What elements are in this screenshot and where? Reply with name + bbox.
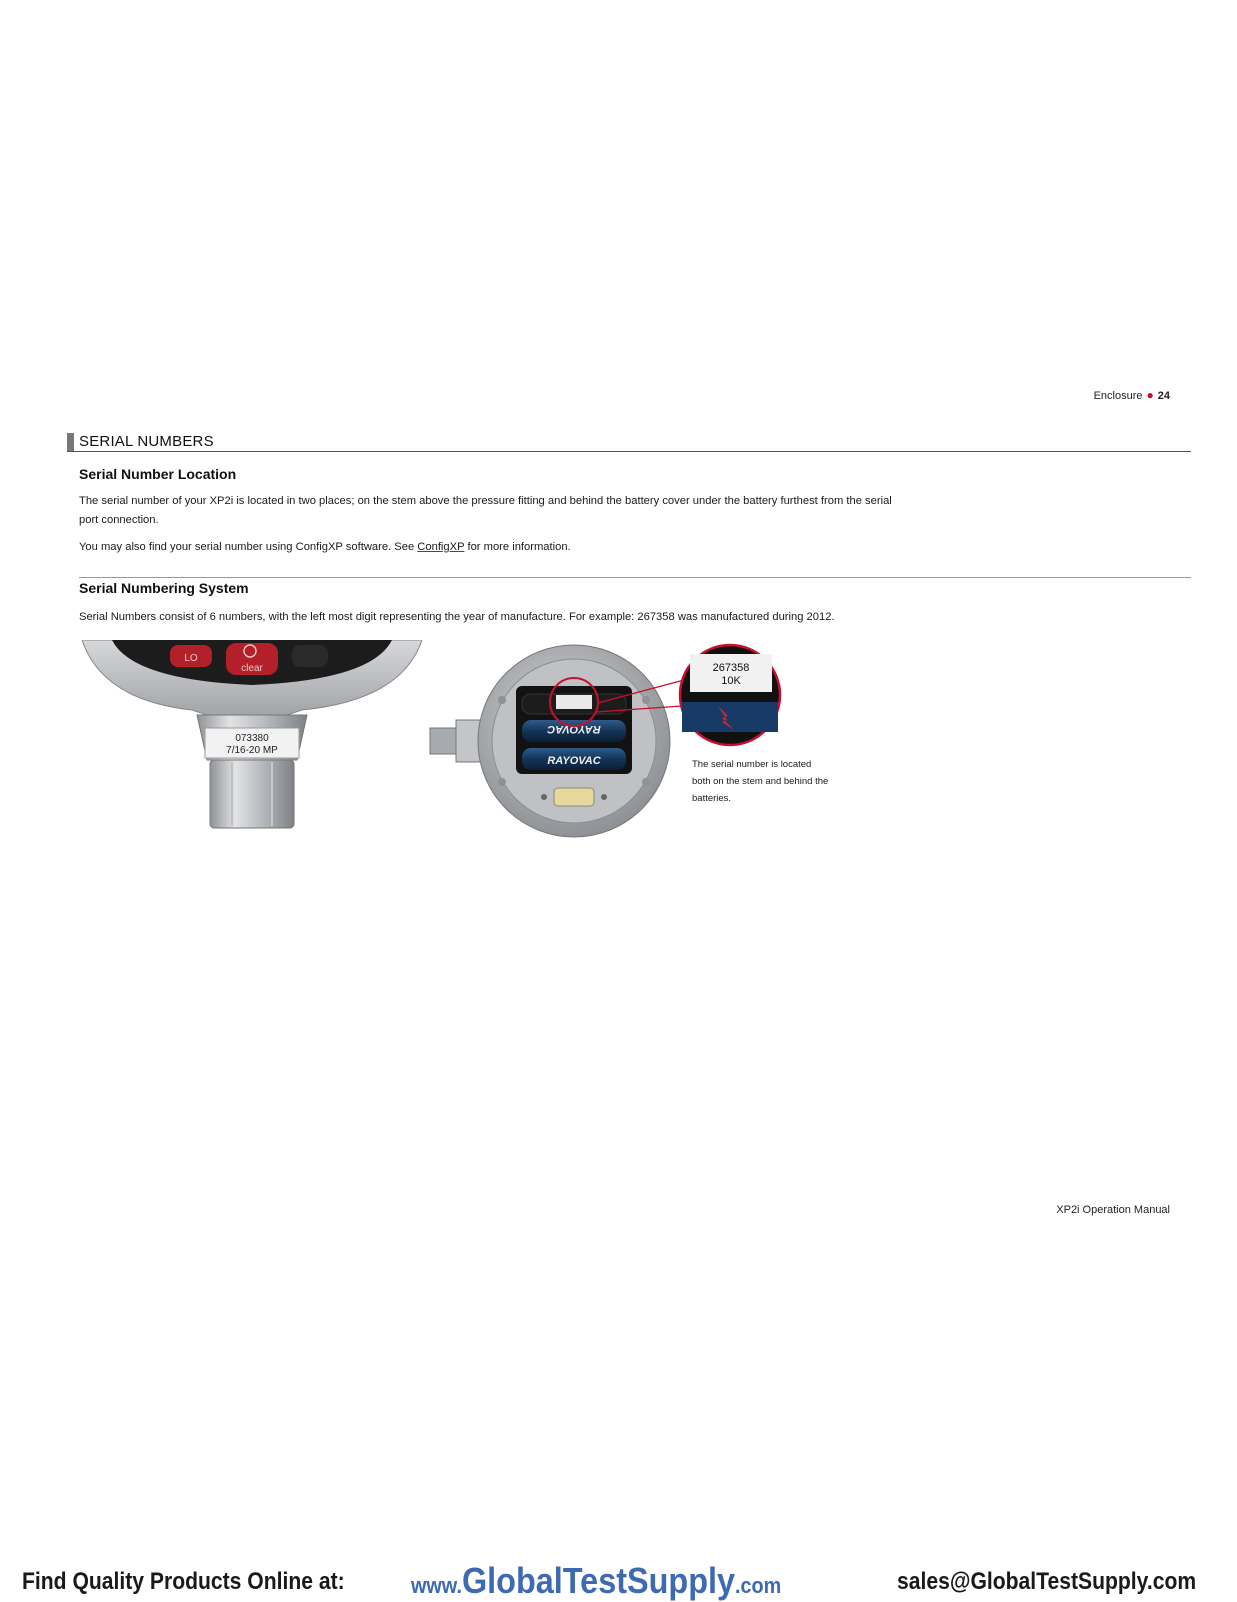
- promo-site: GlobalTestSupply: [461, 1560, 736, 1601]
- promo-banner: [0, 1560, 1237, 1600]
- lo-button-label: LO: [184, 653, 198, 664]
- promo-www: www.: [411, 1573, 462, 1598]
- battery-compartment-photo: [428, 640, 788, 840]
- configxp-text-pre: You may also find your serial number using ConfigXP software. See: [79, 541, 418, 553]
- battery-brand-lower: RAYOVAC: [547, 755, 601, 767]
- heading-serial-location: Serial Number Location: [79, 466, 237, 482]
- gauge-stem-photo: [82, 640, 422, 830]
- header-section: Enclosure: [1093, 390, 1143, 402]
- zoom-serial-suffix: 10K: [721, 675, 741, 687]
- bullet-icon: ●: [1146, 388, 1154, 402]
- battery-brand-upper: RAYOVAC: [547, 723, 601, 735]
- divider: [79, 577, 1191, 578]
- zoom-serial-number: 267358: [712, 662, 750, 674]
- promo-email-link[interactable]: sales@GlobalTestSupply.com: [897, 1568, 1197, 1595]
- configxp-paragraph: [79, 538, 909, 557]
- figure-caption: The serial number is located both on the stem and behind the batteries.: [692, 759, 829, 804]
- section-header: [67, 432, 1191, 452]
- location-paragraph: The serial number of your XP2i is located in two places; on the stem above the pressure fitting and behind the battery cover under the battery furthest from the serial port connection.: [79, 495, 892, 526]
- running-header: [1094, 388, 1170, 402]
- promo-website-link[interactable]: [411, 1560, 781, 1602]
- stem-serial-label: 073380: [235, 733, 269, 744]
- configxp-link[interactable]: ConfigXP: [417, 541, 465, 553]
- stem-thread-label: 7/16-20 MP: [226, 745, 278, 756]
- footer-manual-title: XP2i Operation Manual: [1056, 1204, 1170, 1216]
- promo-tagline: Find Quality Products Online at:: [22, 1568, 345, 1595]
- numbering-paragraph: Serial Numbers consist of 6 numbers, with the left most digit representing the year of manufacture. For example: 267358 was manufactured during 2012.: [79, 611, 835, 623]
- section-marker: [67, 433, 74, 451]
- page-number: 24: [1157, 390, 1170, 402]
- promo-com: .com: [735, 1573, 782, 1598]
- section-title: SERIAL NUMBERS: [79, 433, 214, 450]
- configxp-text-post: for more information.: [464, 541, 571, 553]
- heading-numbering-system: Serial Numbering System: [79, 580, 249, 596]
- clear-button-label: clear: [241, 663, 263, 674]
